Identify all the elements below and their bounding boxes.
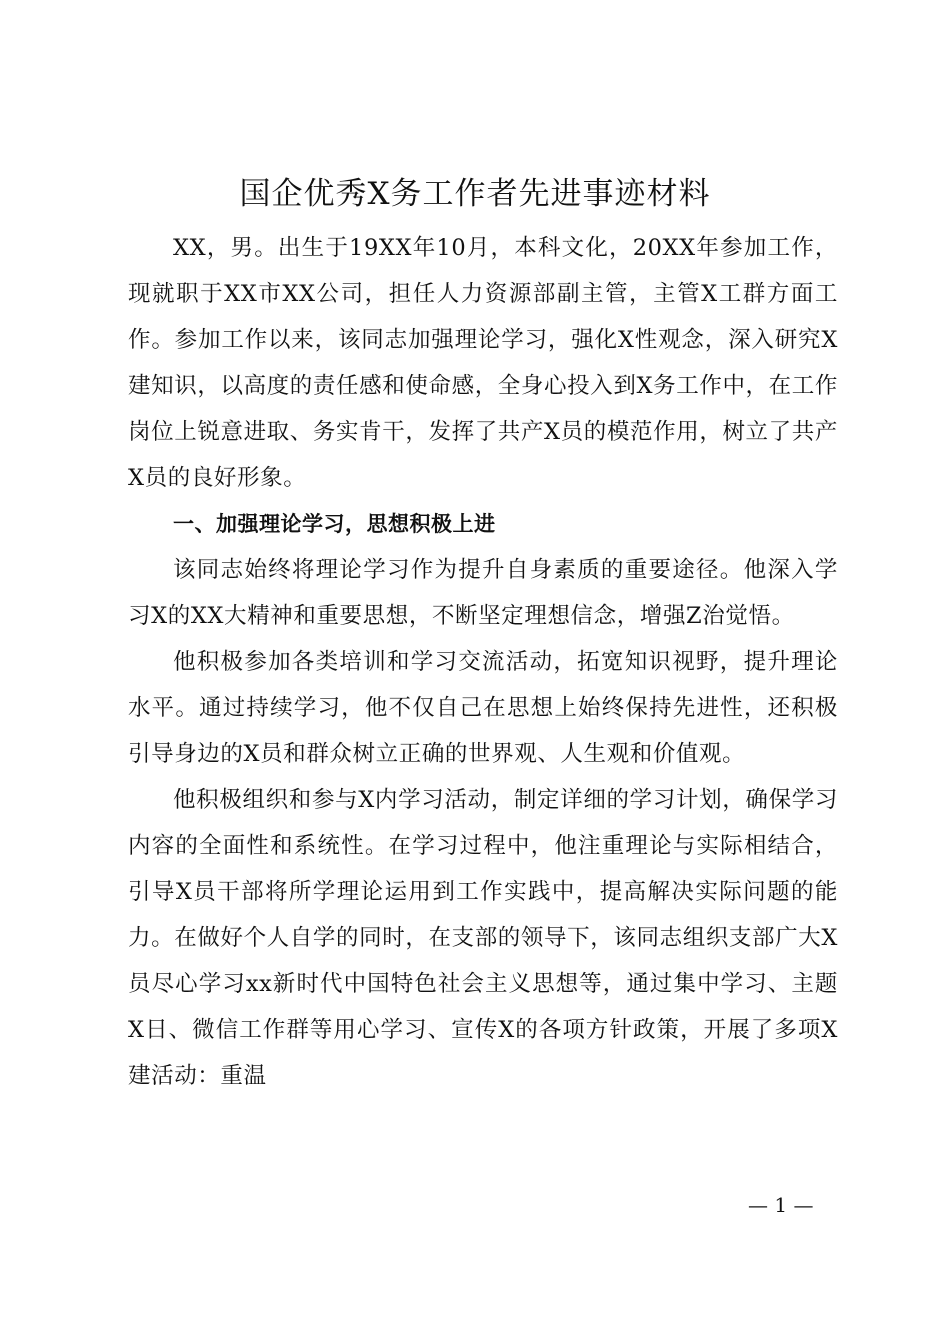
document-body: [128, 225, 838, 1099]
section1-paragraph-3: 他积极组织和参与X内学习活动，制定详细的学习计划，确保学习内容的全面性和系统性。在学习过程中，他注重理论与实际相结合，引导X员干部将所学理论运用到工作实践中，提高解决实际问题的能力。在做好个人自学的同时，在支部的领导下，该同志组织支部广大X员尽心学习xx新时代中国特色社会主义思想等，通过集中学习、主题X日、微信工作群等用心学习、宣传X的各项方针政策，开展了多项X建活动：重温: [128, 787, 838, 1089]
section-heading-1: 一、加强理论学习，思想积极上进: [173, 512, 496, 536]
intro-paragraph: XX，男。出生于19XX年10月，本科文化，20XX年参加工作，现就职于XX市XX公司，担任人力资源部副主管，主管X工群方面工作。参加工作以来，该同志加强理论学习，强化X性观念，深入研究X建知识，以高度的责任感和使命感，全身心投入到X务工作中，在工作岗位上锐意进取、务实肯干，发挥了共产X员的模范作用，树立了共产X员的良好形象。: [128, 235, 838, 491]
section1-paragraph-1: 该同志始终将理论学习作为提升自身素质的重要途径。他深入学习X的XX大精神和重要思想，不断坚定理想信念，增强Z治觉悟。: [128, 557, 838, 629]
document-title: 国企优秀X务工作者先进事迹材料: [239, 176, 711, 212]
page-number: — 1 —: [748, 1193, 814, 1217]
section1-paragraph-2: 他积极参加各类培训和学习交流活动，拓宽知识视野，提升理论水平。通过持续学习，他不仅自己在思想上始终保持先进性，还积极引导身边的X员和群众树立正确的世界观、人生观和价值观。: [128, 649, 838, 767]
